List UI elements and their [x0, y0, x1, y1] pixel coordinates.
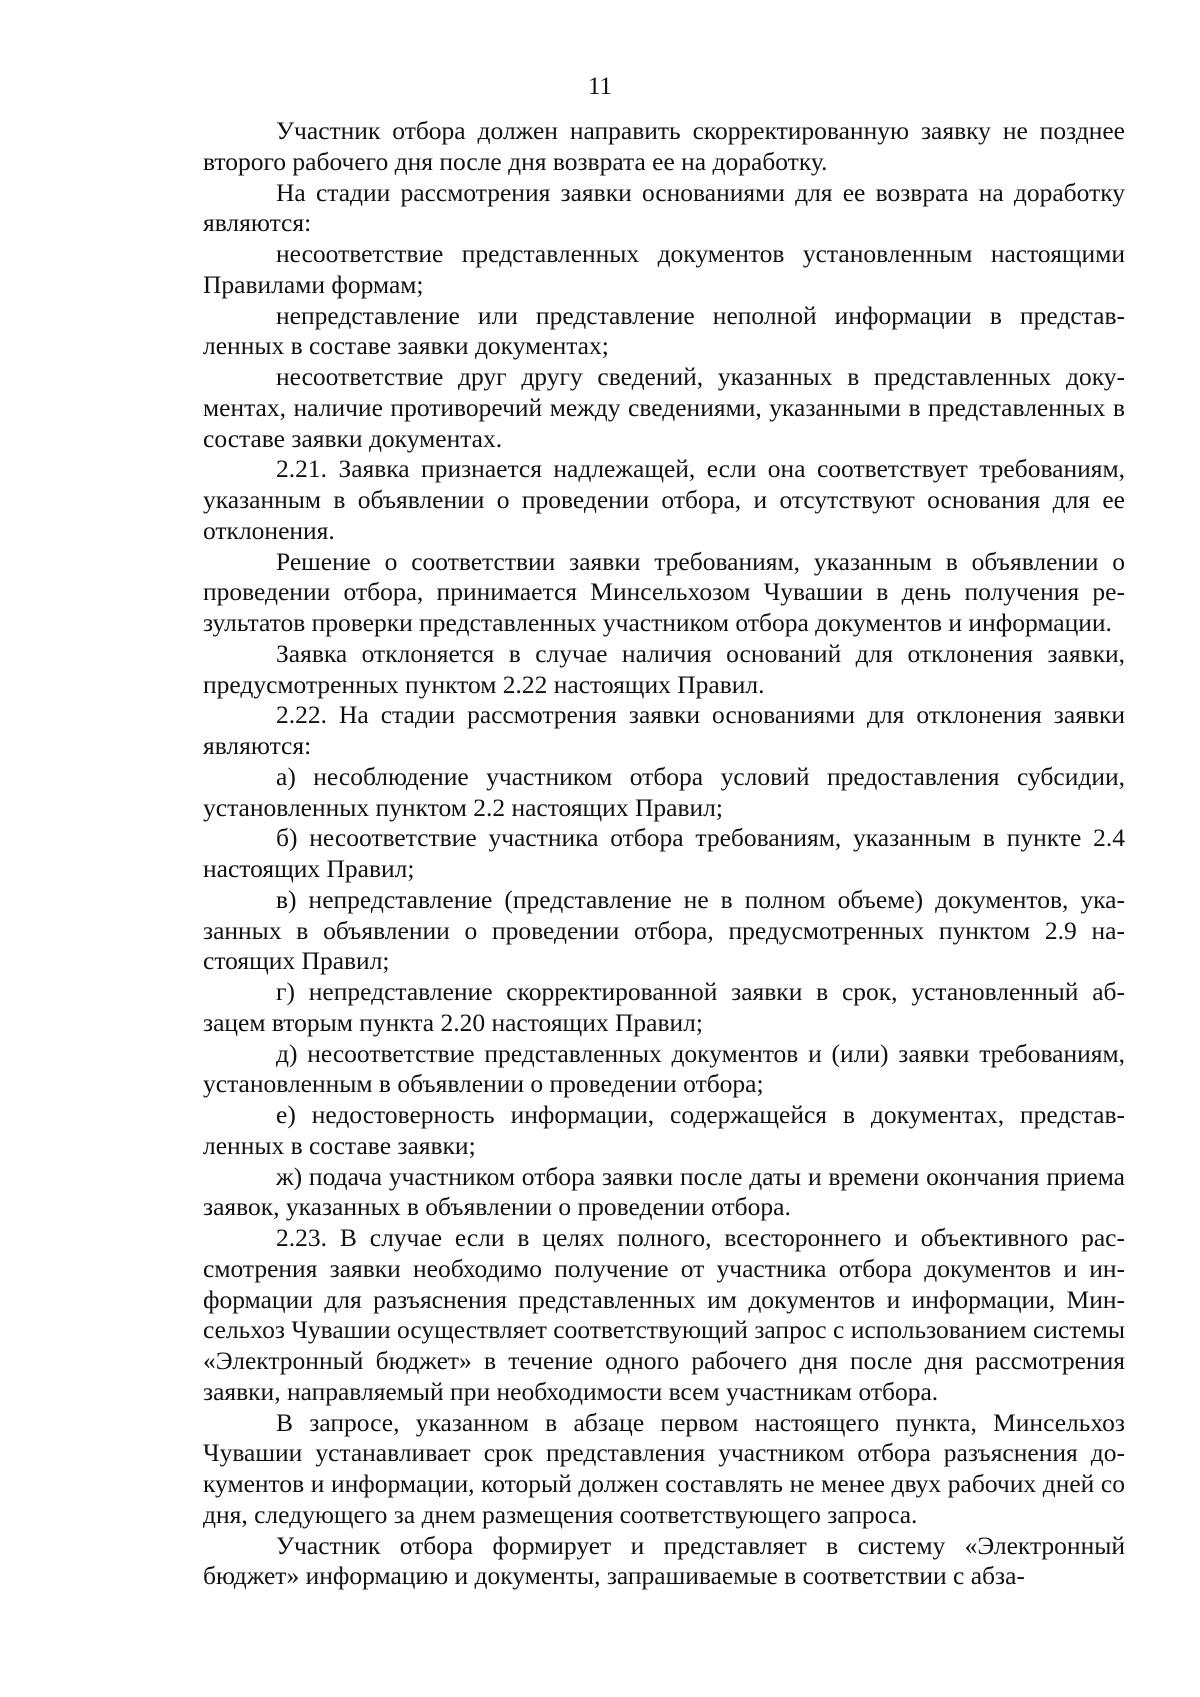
list-item: е) недостоверность информации, содержащейся в документах, представленных в составе заявки;: [203, 1100, 1125, 1160]
list-item: б) несоответствие участника отбора требованиям, указанным в пункте 2.4 настоящих Правил;: [203, 823, 1125, 883]
list-item: ж) подача участником отбора заявки после даты и времени окончания приема заявок, указанных в объявлении о проведении отбора.: [203, 1161, 1125, 1222]
page-number: 11: [587, 73, 613, 100]
paragraph: 2.21. Заявка признается надлежащей, если она соответствует требованиям, указанным в объявлении о проведении отбора, и отсутствуют основания для ее отклонения.: [203, 454, 1125, 545]
paragraph: 2.23. В случае если в целях полного, всестороннего и объективного рассмотрения заявки необходимо получение от участника отбора документов и информации для разъяснения представленных им документов и информации, Минсельхоз Чувашии осуществляет соответствующий запрос с использованием системы «Электронный бюджет» в течение одного рабочего дня после дня рассмотрения заявки, направляемый при необходимости всем участникам отбора.: [203, 1223, 1125, 1406]
paragraph: Заявка отклоняется в случае наличия оснований для отклонения заявки, предусмотренных пунктом 2.22 настоящих Правил.: [203, 638, 1125, 699]
paragraph: В запросе, указанном в абзаце первом настоящего пункта, Минсельхоз Чувашии устанавливает срок представления участником отбора разъяснения документов и информации, который должен составлять не менее двух рабочих дней со дня, следующего за днем размещения соответствующего запроса.: [203, 1407, 1125, 1529]
paragraph: несоответствие друг другу сведений, указанных в представленных документах, наличие противоречий между сведениями, указанными в представленных в составе заявки документах.: [203, 362, 1125, 453]
paragraph: Участник отбора формирует и представляет в систему «Электронный бюджет» информацию и документы, запрашиваемые в соответствии с абза-: [203, 1530, 1125, 1591]
paragraph: несоответствие представленных документов установленным настоящими Правилами формам;: [203, 239, 1125, 299]
paragraph: Решение о соответствии заявки требованиям, указанным в объявлении о проведении отбора, принимается Минсельхозом Чувашии в день получения результатов проверки представленных участником отбора документов и информации.: [203, 546, 1125, 637]
paragraph: 2.22. На стадии рассмотрения заявки основаниями для отклонения заявки являются:: [203, 700, 1125, 760]
list-item: а) несоблюдение участником отбора условий предоставления субсидии, установленных пунктом 2.2 настоящих Правил;: [203, 761, 1125, 822]
document-body: [203, 116, 1125, 1592]
paragraph: непредставление или представление неполной информации в представленных в составе заявки документах;: [203, 300, 1125, 361]
paragraph: Участник отбора должен направить скорректированную заявку не позднее второго рабочего дня после дня возврата ее на доработку.: [203, 116, 1125, 176]
list-item: д) несоответствие представленных документов и (или) заявки требованиям, установленным в объявлении о проведении отбора;: [203, 1038, 1125, 1099]
list-item: г) непредставление скорректированной заявки в срок, установленный абзацем вторым пункта 2.20 настоящих Правил;: [203, 977, 1125, 1037]
paragraph: На стадии рассмотрения заявки основаниями для ее возврата на доработку являются:: [203, 177, 1125, 238]
list-item: в) непредставление (представление не в полном объеме) документов, указанных в объявлении о проведении отбора, предусмотренных пунктом 2.9 настоящих Правил;: [203, 884, 1125, 976]
